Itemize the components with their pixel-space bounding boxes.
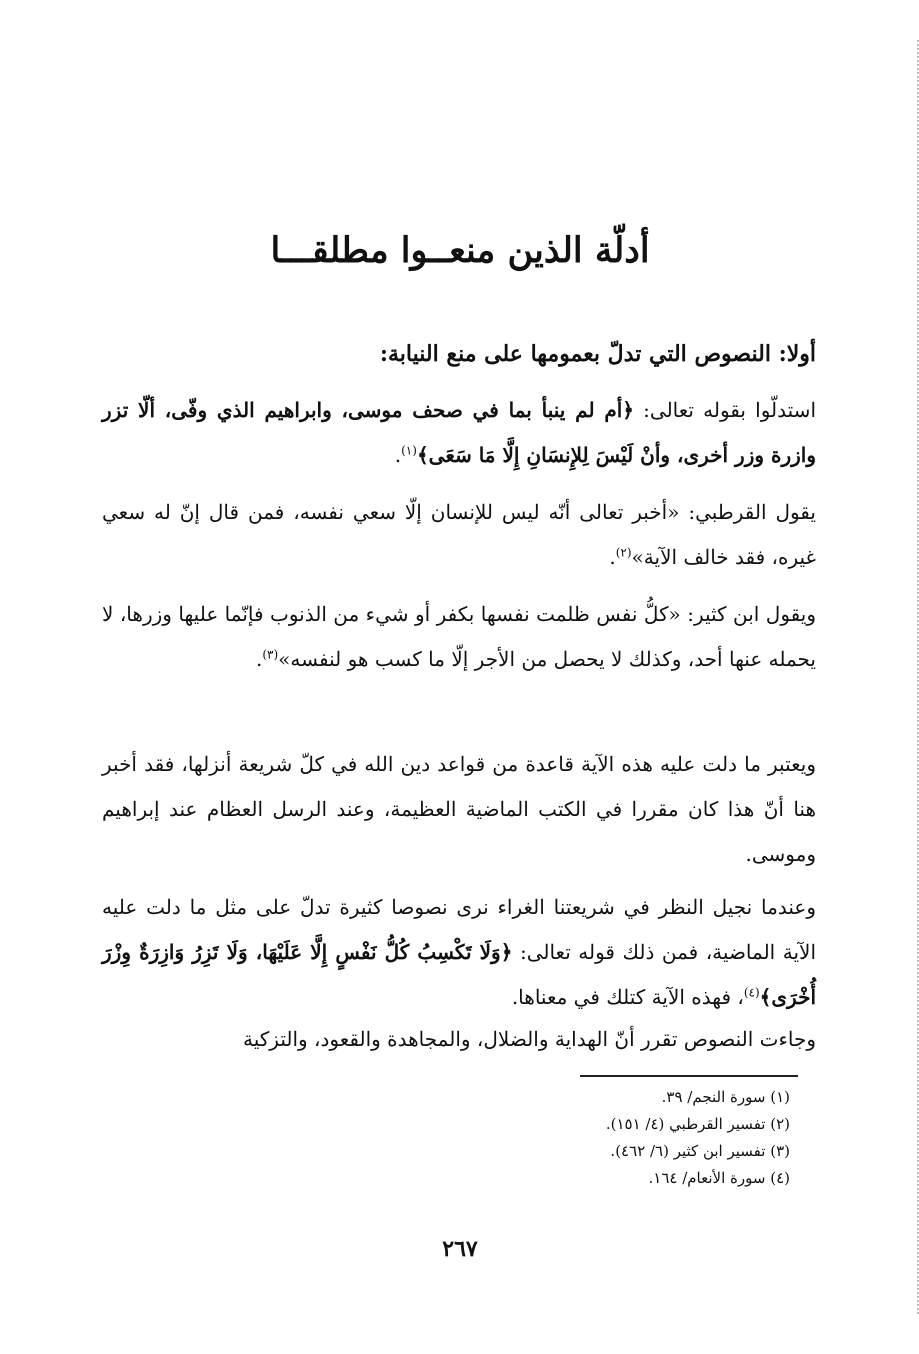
paragraph-3-text: ويقول ابن كثير: «كلُّ نفس ظلمت نفسها بكفر أو شيء من الذنوب فإنّما عليها وزرها، لا يحمله عنها أحد، وكذلك لا يحصل من الأجر إلّا ما كسب هو لنفسه» (102, 602, 816, 671)
quran-quote-1: ﴿أم لم ينبأ بما في صحف موسى، وابراهيم الذي وفّى، ألّا تزر وازرة وزر أخرى، وأنْ لَيْسَ لِلإِنسَانِ إِلَّا مَا سَعَى﴾ (102, 398, 816, 467)
footnote-divider (580, 1075, 798, 1077)
paragraph-5-end: ، فهذه الآية كتلك في معناها. (511, 985, 744, 1009)
footnote-3: (٣) تفسير ابن كثير (٦/ ٤٦٢). (610, 1142, 790, 1160)
paragraph-2 (102, 490, 816, 580)
footnote-ref-3: (٣) (262, 647, 279, 662)
section-heading (102, 332, 816, 377)
paragraph-1-intro: استدلّوا بقوله تعالى: (634, 398, 816, 422)
paragraph-3-end: . (255, 647, 263, 671)
footnotes (500, 1084, 790, 1192)
footnote-2: (٢) تفسير القرطبي (٤/ ١٥١). (605, 1115, 790, 1133)
footnote-4: (٤) سورة الأنعام/ ١٦٤. (648, 1169, 790, 1187)
paragraph-5 (102, 885, 816, 1020)
paragraph-3 (102, 592, 816, 682)
paragraph-2-text: يقول القرطبي: «أخبر تعالى أنّه ليس للإنسان إلّا سعي نفسه، فمن قال إنّ له سعي غيره، فقد خالف الآية» (102, 500, 816, 569)
quran-quote-2: ﴿وَلَا تَكْسِبُ كُلُّ نَفْسٍ إِلَّا عَلَيْهَا، وَلَا تَزِرُ وَازِرَةٌ وِزْرَ أُخْرَى﴾ (102, 940, 816, 1009)
paragraph-2-end: . (609, 545, 616, 569)
page-number: ٢٦٧ (442, 1236, 478, 1262)
footnote-ref-1: (١) (401, 443, 417, 458)
page-edge-dots (913, 40, 919, 1314)
paragraph-1-end: . (394, 443, 402, 467)
heading-text: أولا: النصوص التي تدلّ بعمومها على منع النيابة: (379, 341, 816, 367)
paragraph-4: ويعتبر ما دلت عليه هذه الآية قاعدة من قواعد دين الله في كلّ شريعة أنزلها، فقد أخبر هنا أنّ هذا كان مقررا في الكتب الماضية العظيمة، وعند الرسل العظام عند إبراهيم وموسى. (102, 752, 816, 866)
footnote-1: (١) سورة النجم/ ٣٩. (661, 1088, 790, 1106)
paragraph-6: وجاءت النصوص تقرر أنّ الهداية والضلال، والمجاهدة والقعود، والتزكية (243, 1027, 816, 1051)
paragraph-5-intro: وعندما نجيل النظر في شريعتنا الغراء نرى نصوصا كثيرة تدلّ على مثل ما دلت عليه الآية الماضية، فمن ذلك قوله تعالى: (102, 895, 816, 964)
page-title: أدلّة الذين منعــوا مطلقـــا (270, 230, 650, 271)
footnote-ref-2: (٢) (615, 545, 632, 560)
footnote-ref-4: (٤) (743, 985, 760, 1000)
paragraph-1 (102, 388, 816, 478)
